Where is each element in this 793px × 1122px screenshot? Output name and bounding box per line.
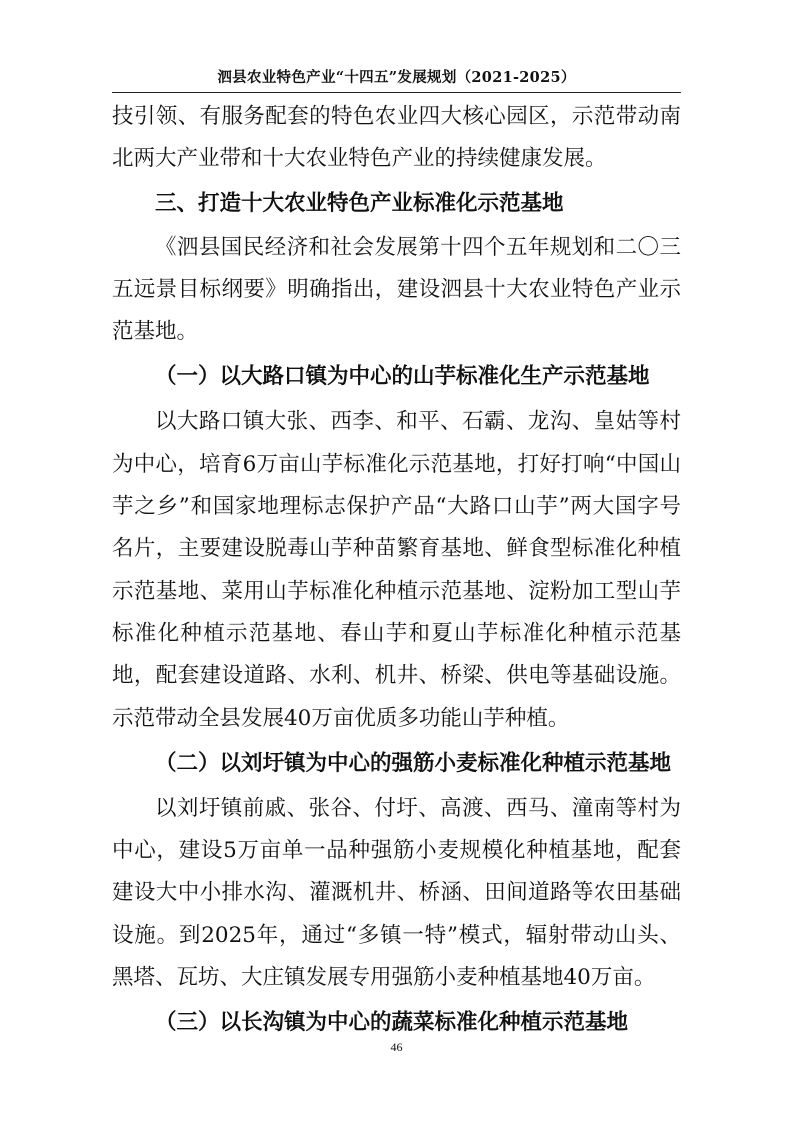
page-header <box>112 0 681 93</box>
subsection-paragraph-2: 以刘圩镇前戚、张谷、付圩、高渡、西马、潼南等村为中心，建设5万亩单一品种强筋小麦规模化种植基地，配套建设大中小排水沟、灌溉机井、桥涵、田间道路等农田基础设施。到2025年，通过“多镇一特”模式，辐射带动山头、黑塔、瓦坊、大庄镇发展专用强筋小麦种植基地40万亩。 <box>112 795 681 991</box>
subsection-heading-2: （二）以刘圩镇为中心的强筋小麦标准化种植示范基地 <box>155 750 672 776</box>
subsection-heading-3: （三）以长沟镇为中心的蔬菜标准化种植示范基地 <box>155 1010 629 1036</box>
subsection-heading-1: （一）以大路口镇为中心的山芋标准化生产示范基地 <box>155 364 650 390</box>
document-running-title: 泗县农业特色产业“十四五”发展规划（2021-2025） <box>217 69 576 86</box>
subsection-paragraph-1: 以大路口镇大张、西李、和平、石霸、龙沟、皇姑等村为中心，培育6万亩山芋标准化示范基地，打好打响“中国山芋之乡”和国家地理标志保护产品“大路口山芋”两大国字号名片，主要建设脱毒山芋种苗繁育基地、鲜食型标准化种植示范基地、菜用山芋标准化种植示范基地、淀粉加工型山芋标准化种植示范基地、春山芋和夏山芋标准化种植示范基地，配套建设道路、水利、机井、桥梁、供电等基础设施。示范带动全县发展40万亩优质多功能山芋种植。 <box>112 409 681 731</box>
page-body <box>112 96 681 1047</box>
page-number: 46 <box>390 1040 403 1054</box>
continued-paragraph: 技引领、有服务配套的特色农业四大核心园区，示范带动南北两大产业带和十大农业特色产业的持续健康发展。 <box>112 104 681 172</box>
section-heading: 三、打造十大农业特色产业标准化示范基地 <box>155 190 564 216</box>
section-intro-paragraph: 《泗县国民经济和社会发展第十四个五年规划和二〇三五远景目标纲要》明确指出，建设泗县十大农业特色产业示范基地。 <box>112 234 681 345</box>
